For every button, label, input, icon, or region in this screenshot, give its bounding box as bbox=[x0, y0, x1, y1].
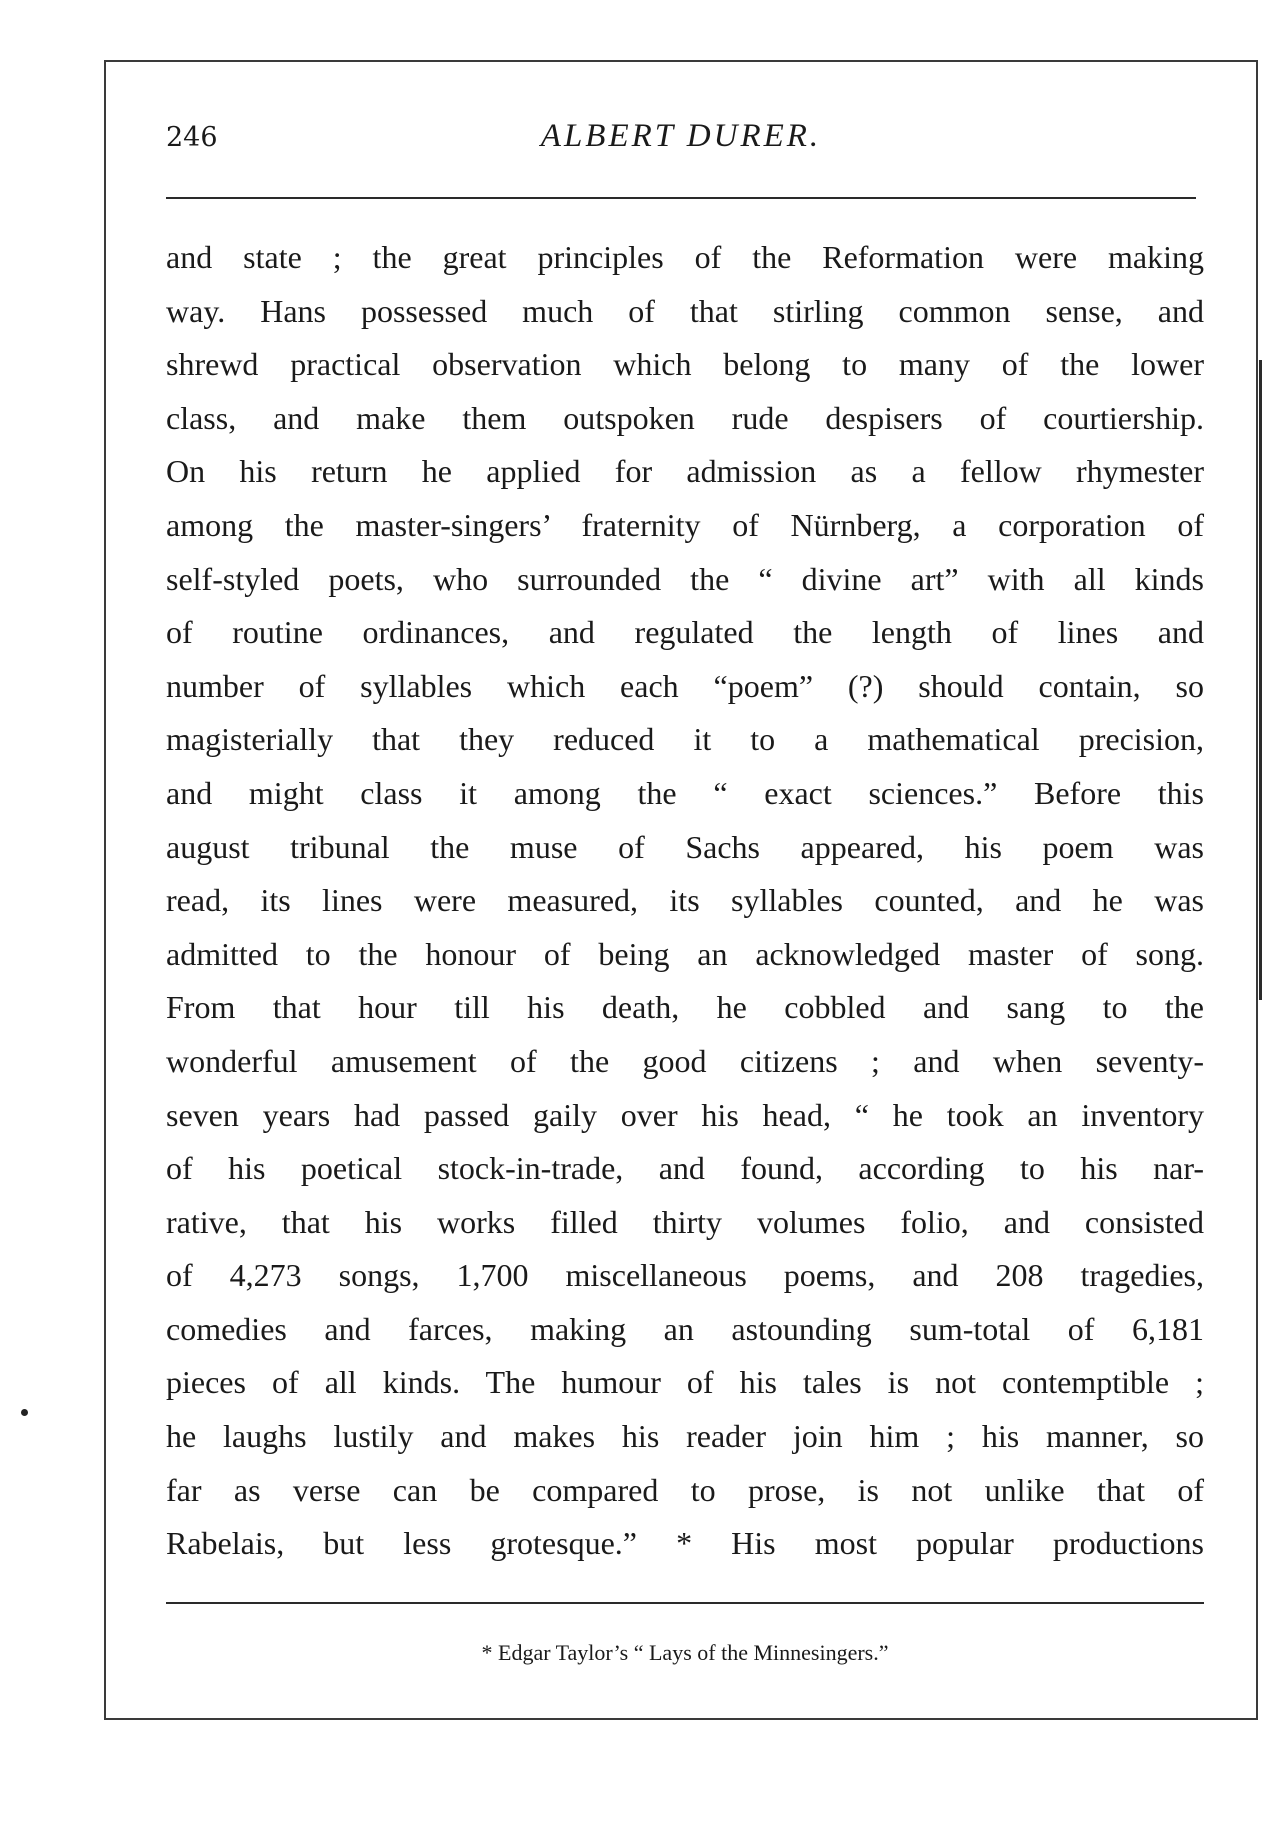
text-line: he laughs lustily and makes his reader join him ; his manner, so bbox=[166, 1418, 1204, 1455]
text-line: seven years had passed gaily over his head, “ he took an inventory bbox=[166, 1096, 1204, 1133]
page-frame-bottom bbox=[104, 1718, 1258, 1720]
header-rule bbox=[166, 197, 1196, 199]
page-frame-right-shadow bbox=[1259, 360, 1262, 1000]
text-line: shrewd practical observation which belong to many of the lower bbox=[166, 346, 1204, 383]
text-line: From that hour till his death, he cobbled and sang to the bbox=[166, 989, 1204, 1026]
footnote: * Edgar Taylor’s “ Lays of the Minnesingers.” bbox=[481, 1640, 889, 1665]
text-line: On his return he applied for admission as a fellow rhymester bbox=[166, 453, 1204, 490]
text-line: comedies and farces, making an astounding sum-total of 6,181 bbox=[166, 1310, 1204, 1347]
text-line: wonderful amusement of the good citizens ; and when seventy- bbox=[166, 1042, 1204, 1079]
text-line: august tribunal the muse of Sachs appeared, his poem was bbox=[166, 828, 1204, 865]
text-line: magisterially that they reduced it to a mathematical precision, bbox=[166, 721, 1204, 758]
text-line: Rabelais, but less grotesque.” * His most popular productions bbox=[166, 1525, 1204, 1562]
text-line: admitted to the honour of being an acknowledged master of song. bbox=[166, 935, 1204, 972]
text-line: of his poetical stock-in-trade, and found, according to his nar- bbox=[166, 1150, 1204, 1187]
page-frame-right bbox=[1256, 60, 1258, 1720]
text-line: among the master-singers’ fraternity of Nürnberg, a corporation of bbox=[166, 506, 1204, 543]
margin-dot bbox=[21, 1409, 28, 1416]
text-line: and state ; the great principles of the Reformation were making bbox=[166, 239, 1204, 275]
text-line: and might class it among the “ exact sciences.” Before this bbox=[166, 774, 1204, 811]
text-line: class, and make them outspoken rude despisers of courtiership. bbox=[166, 399, 1204, 436]
running-head bbox=[166, 118, 1196, 158]
page-number: 246 bbox=[166, 122, 218, 153]
text-line: rative, that his works filled thirty volumes folio, and consisted bbox=[166, 1203, 1204, 1240]
body-text bbox=[166, 231, 1204, 1571]
running-title: ALBERT DURER. bbox=[540, 118, 822, 154]
page-frame-top bbox=[104, 60, 1258, 62]
text-line: far as verse can be compared to prose, is not unlike that of bbox=[166, 1471, 1204, 1508]
text-line: of 4,273 songs, 1,700 miscellaneous poems, and 208 tragedies, bbox=[166, 1257, 1204, 1294]
text-line: read, its lines were measured, its syllables counted, and he was bbox=[166, 882, 1204, 919]
text-line: pieces of all kinds. The humour of his tales is not contemptible ; bbox=[166, 1364, 1204, 1401]
text-line: self-styled poets, who surrounded the “ divine art” with all kinds bbox=[166, 560, 1204, 597]
text-line: way. Hans possessed much of that stirling common sense, and bbox=[166, 292, 1204, 329]
footnote-rule bbox=[166, 1602, 1204, 1604]
text-line: of routine ordinances, and regulated the length of lines and bbox=[166, 614, 1204, 651]
text-line: number of syllables which each “poem” (?) should contain, so bbox=[166, 667, 1204, 704]
page-frame-left bbox=[104, 60, 106, 1720]
